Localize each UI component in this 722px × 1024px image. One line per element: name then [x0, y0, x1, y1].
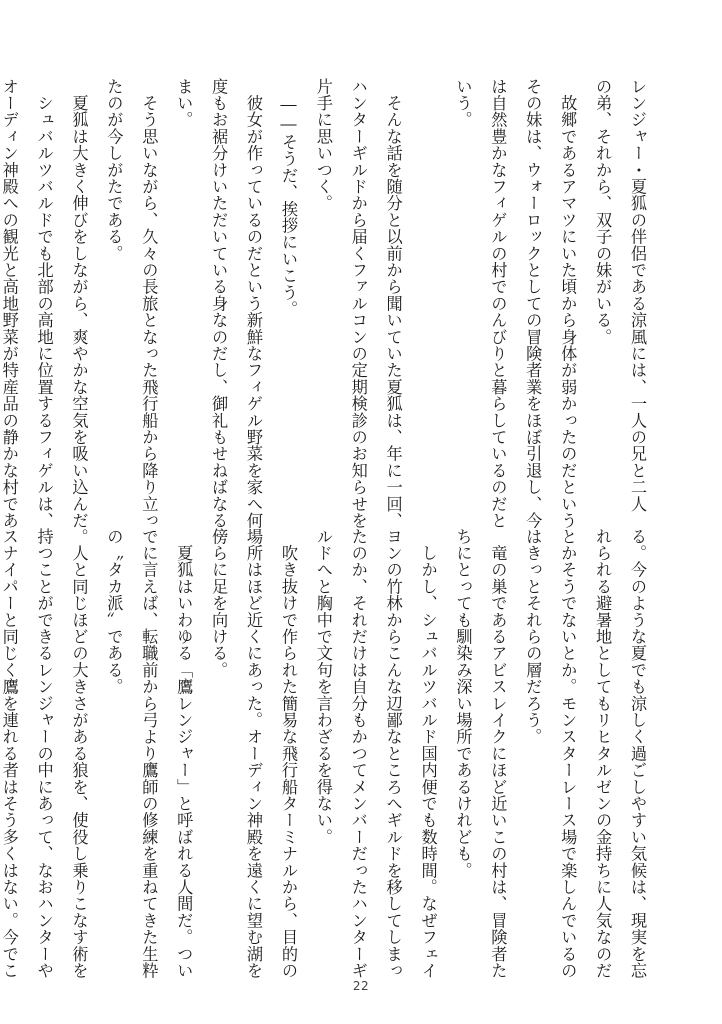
text-line: シュバルツバルドでも北部の高地に位置するフィゲルは、 [34, 78, 54, 529]
text-line: そう思いながら、久々の長旅となった飛行船から降り立っ [139, 78, 159, 529]
text-line: でに言えば、転職前から弓より鷹師の修練を重ねてきた生粋 [139, 528, 159, 979]
text-line: 場所はほど近くにあった。オーディン神殿を遠くに望む湖を [244, 528, 264, 979]
text-line: 吹き抜けで作られた簡易な飛行船ターミナルから、目的の [278, 528, 298, 979]
text-line: その妹は、ウォーロックとしての冒険者業をほぼ引退し、今 [523, 78, 543, 529]
text-line: の弟、それから、双子の妹がいる。 [593, 78, 613, 346]
text-line: いう。 [453, 78, 473, 129]
text-line: とかそうでないとか。モンスターレース場で楽しんでいるの [558, 528, 578, 979]
text-line: まい。 [174, 78, 194, 129]
text-line: しかし、シュバルツバルド国内便でも数時間。なぜフェイ [418, 528, 438, 979]
page-number: 22 [352, 979, 370, 993]
upper-text-tier [0, 78, 654, 546]
text-line: ハンターギルドから届くファルコンの定期検診のお知らせを [348, 78, 368, 529]
text-line: ルドへと胸中で文句を言わざるを得ない。 [313, 528, 333, 846]
text-line: 夏狐はいわゆる「鷹レンジャー」と呼ばれる人間だ。つい [174, 528, 194, 979]
text-line: たのが今しがたである。 [104, 78, 124, 262]
text-line: 片手に思いつく。 [313, 78, 333, 212]
text-line: 夏狐は大きく伸びをしながら、爽やかな空気を吸い込んだ。 [69, 78, 89, 546]
text-line: れられる避暑地としてもリヒタルゼンの金持ちに人気なのだ [593, 528, 613, 979]
text-line: ちにとっても馴染み深い場所であるけれども。 [453, 528, 473, 879]
text-line: 度もお裾分けいただいている身なのだし、御礼もせねばなる [209, 78, 229, 529]
text-line: 竜の巣であるアビスレイクにほど近いこの村は、冒険者た [488, 528, 508, 979]
text-line: 故郷であるアマツにいた頃から身体が弱かったのだという [558, 78, 578, 529]
text-line: ヨンの竹林からこんな辺鄙なところへギルドを移してしまっ [383, 528, 403, 979]
text-line: そんな話を随分と以前から聞いていた夏狐は、年に一回、 [383, 78, 403, 529]
paragraph-break [410, 78, 445, 496]
text-line: 人と同じほどの大きさがある狼を、使役し乗りこなす術を [69, 528, 89, 979]
text-line: は自然豊かなフィゲルの村でのんびりと暮らしているのだと [488, 78, 508, 529]
text-line: はきっとそれらの層だろう。 [523, 528, 543, 746]
text-line: たのか、それだけは自分もかつてメンバーだったハンターギ [348, 528, 368, 979]
lower-text-tier [0, 528, 654, 979]
text-line: 彼女が作っているのだという新鮮なフィゲル野菜を家へ何 [244, 78, 264, 529]
text-line: ――そうだ、挨拶にいこう。 [278, 78, 298, 318]
text-line: 傍らに足を向ける。 [209, 528, 229, 679]
text-line: レンジャー・夏狐の伴侶である涼風には、一人の兄と二人 [628, 78, 647, 513]
text-line: スナイパーと同じく鷹を連れる者はそう多くはない。今でこ [0, 528, 19, 979]
text-line: る。今のような夏でも涼しく過ごしやすい気候は、現実を忘 [628, 528, 647, 979]
text-line: オーディン神殿への観光と高地野菜が特産品の静かな村であ [0, 78, 19, 529]
text-line: の〝タカ派〟である。 [104, 528, 124, 695]
text-line: 持つことができるレンジャーの中にあって、なおハンターや [34, 528, 54, 979]
